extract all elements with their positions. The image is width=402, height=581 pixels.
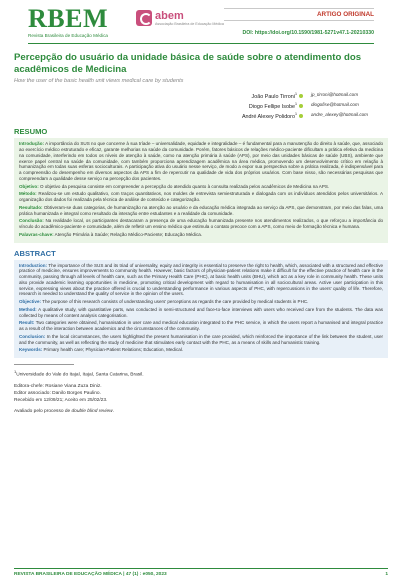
author-name bbox=[242, 102, 303, 110]
abstract-section-paragraph bbox=[19, 307, 383, 319]
section-label: Conclusion: bbox=[19, 333, 46, 339]
section-label: Result: bbox=[19, 320, 35, 326]
author-name-text: Diogo Fellipe Isobe bbox=[248, 103, 295, 110]
article-type-label: ARTIGO ORIGINAL bbox=[224, 8, 374, 21]
section-text: A qualitative study, with quantitative parts, was conducted in semi-structured and face-to-face interviews with users who received care from the students. The data was collected by means of content analysis categorisation. bbox=[19, 306, 384, 318]
orcid-icon[interactable] bbox=[299, 94, 303, 98]
resumo-intro-label: Introdução: bbox=[19, 141, 45, 147]
resumo-block bbox=[14, 138, 388, 242]
resumo-sections bbox=[19, 184, 383, 230]
section-label: Method: bbox=[19, 306, 37, 312]
review-type: double blind review bbox=[71, 408, 113, 414]
resumo-heading: RESUMO bbox=[14, 127, 48, 137]
journal-wordmark: RBEM bbox=[28, 4, 108, 33]
dates-note: Recebido em 12/09/21; Aceito em 25/02/23. bbox=[14, 397, 108, 403]
abstract-section-paragraph bbox=[19, 184, 383, 190]
resumo-keywords bbox=[19, 232, 383, 238]
affiliation-marker: 1 bbox=[14, 369, 17, 375]
abstract-section-paragraph bbox=[19, 334, 383, 346]
author-name-text: André Alexey Polidoro bbox=[241, 113, 295, 120]
section-text: Two categories were obtained, humanisation in user care and medical education integrated to the PHC service, in which the users report a humanised and integral practice as a result of the interaction between academics and the circumstances of the community. bbox=[19, 320, 383, 332]
section-text: Realizou-se um estudo qualitativo, com traços quantitativos, nos moldes de entrevista semiestruturada e dialogada com os indivíduos atendidos pelos universitários. A organização dos dados foi realizada pela técnica de análise de conteúdo e categorização. bbox=[19, 191, 383, 203]
journal-logo bbox=[28, 6, 108, 38]
abem-logo-icon bbox=[136, 10, 152, 26]
author-affiliation-marker: 1 bbox=[294, 92, 297, 96]
author-list bbox=[14, 92, 368, 119]
abstract-section-paragraph bbox=[19, 191, 383, 203]
abem-full-name: Associação Brasileira de Educação Médica bbox=[155, 21, 224, 26]
section-text: The purpose of this research consists of understanding users' perceptions as regards the care provided by medical students in PHC. bbox=[42, 299, 309, 305]
author-affiliation-marker: 1 bbox=[294, 101, 297, 106]
review-prefix: Avaliado pelo processo de bbox=[14, 408, 72, 414]
abstract-section-paragraph bbox=[19, 299, 383, 305]
author-email-link[interactable]: jp_tirroni@hotmail.com bbox=[310, 92, 359, 97]
review-suffix: . bbox=[112, 408, 114, 414]
author-name-text: João Paulo Tirroni bbox=[251, 93, 295, 100]
author-affiliation-marker: 1 bbox=[294, 111, 297, 116]
doi-link[interactable]: DOI: https://doi.org/10.1590/1981-5271v47.1-20210330 bbox=[242, 30, 374, 36]
abstract-intro-label: Introduction: bbox=[19, 262, 48, 268]
abstract-keywords bbox=[19, 347, 383, 353]
section-label: Objective: bbox=[19, 299, 41, 305]
page-footer bbox=[14, 568, 388, 577]
footer-journal-citation: REVISTA BRASILEIRA DE EDUCAÇÃO MÉDICA | 47 (1) : e050, 2023 bbox=[14, 572, 167, 577]
section-text: In the local circumstances, the users highlighted the present humanisation in the care provided, which reinforced the importance of the link between the student, user and the community, as well as reflecting the study of medicine that stimulates early contact with the PHC, as a means of skills and humanistic training. bbox=[19, 333, 384, 345]
affiliation-note bbox=[14, 368, 388, 379]
section-label: Método: bbox=[19, 191, 37, 197]
journal-full-name: Revista Brasileira de Educação Médica bbox=[28, 33, 108, 38]
abem-logo bbox=[136, 10, 224, 26]
section-label: Conclusão: bbox=[19, 218, 44, 224]
orcid-icon[interactable] bbox=[299, 114, 303, 118]
abstract-intro-text: The importance of the SUS and its triad of universality, equity and integrity is essential to preserve the right to health, which, associated with a structured and effective practice of medicine, ensures improvements to community health. However, basic factors of physician-patient relations make it difficult for the effective practice of health care in the community, passing through all levels of health care, such as the Primary Health Care (PHC), at basic health units (BHU), which act as a key role in community health. These units also provide academic learning opportunities in medicine, promoting critical development with regard to humanisation in all sociocultural areas. Active user participation in this service, expressing views about the practice offered is crucial to understanding performance in various aspects of PHC, with repercussions in the users' quality of life. Therefore, research is needed to understand the quality of service in the opinion of the users. bbox=[19, 262, 383, 297]
abstract-block bbox=[14, 260, 388, 359]
resumo-keywords-label: Palavras-chave: bbox=[19, 231, 54, 237]
author-email-link[interactable]: andre_alexey@hotmail.com bbox=[310, 111, 368, 117]
review-note bbox=[14, 408, 388, 415]
abstract-section-paragraph bbox=[19, 205, 383, 217]
page-number: 1 bbox=[385, 572, 388, 577]
abstract-section-paragraph bbox=[19, 320, 383, 332]
abstract-keywords-text: Primary health care; Physician-Patient Relations; Education, Medical. bbox=[43, 347, 184, 353]
author-email-link[interactable]: diogofise@hotmail.com bbox=[310, 101, 359, 107]
journal-header bbox=[14, 0, 388, 52]
section-label: Objetivo: bbox=[19, 183, 39, 189]
author-name bbox=[242, 112, 303, 120]
abstract-section-paragraph bbox=[19, 218, 383, 230]
section-label: Resultado: bbox=[19, 204, 43, 210]
abstract-keywords-label: Keywords: bbox=[19, 347, 43, 353]
footnote-divider bbox=[14, 364, 74, 365]
section-text: Obtiveram-se duas categorias, de humanização na atenção ao usuário e da educação médica integrada ao serviço da APS, que demonstram, por meio das falas, uma prática humanizada e integral como resultado da interação entre estudantes e a realidade da comunidade. bbox=[19, 204, 383, 216]
section-text: O objetivo da pesquisa consiste em compreender a percepção do atendido quanto à consulta realizada pelos acadêmicos de Medicina na APS. bbox=[39, 183, 330, 189]
section-text: Na realidade local, os participantes destacaram a presença de uma educação humanizada presente nos atendimentos realizados, o que reforçou a importância do vínculo do acadêmico-paciente e comunidade, além de refletir um ensino médico que estimula o contato precoce com a APS, como meio de formação técnica e humana. bbox=[19, 218, 384, 230]
article-title: Percepção do usuário da unidade básica de saúde sobre o atendimento dos acadêmicos de Medicina bbox=[14, 52, 362, 75]
header-divider bbox=[28, 43, 374, 44]
abem-wordmark: abem bbox=[155, 9, 184, 22]
resumo-intro-text: A importância do SUS no que concerne à sua tríade – universalidade, equidade e integralidade – é fundamental para a manutenção do direito à saúde, que, associado ao exercício médico estruturado e eficaz, garante melhorias na saúde da comunidade. Porém, fatores básicos de relações médico-paciente dificultam a prática efetiva da medicina na comunidade, interferindo em todos os níveis de atenção à saúde, como na atenção primária à saúde (APS), por meio das unidades básicas de saúde (UBS), ambiente que exerce papel central na saúde da comunidade, com também proporciona aprendizagem acadêmica na área médica, promovendo um desenvolvimento crítico em relação à humanização em todas suas esferas socioculturais. A participação ativa do usuário nesse serviço, de modo a expor sua perspectiva sobre a prática realizada, é indispensável para a compreensão do desempenho em diversos aspectos da APS a fim de repercutir na qualidade de vida dos próprios usuários. Com base nisso, são necessárias pesquisas que compreendam a qualidade desse serviço na percepção dos pacientes. bbox=[19, 141, 384, 181]
editor-chief-note: Editora-chefe: Rosiane Viana Zuza Diniz. bbox=[14, 383, 102, 389]
author-name bbox=[242, 92, 303, 100]
resumo-intro bbox=[19, 141, 383, 181]
article-subtitle-english: How the user of the basic health unit views medical care by students bbox=[14, 78, 184, 84]
orcid-icon[interactable] bbox=[299, 104, 303, 108]
abstract-heading: ABSTRACT bbox=[14, 248, 56, 258]
abstract-sections bbox=[19, 299, 383, 345]
editor-associate-note: Editor associado: Danilo Borges Paulino. bbox=[14, 390, 101, 396]
affiliation-text: Universidade do Vale do Itajaí, Itajaí, Santa Catarina, Brasil. bbox=[16, 372, 144, 378]
abstract-intro bbox=[19, 263, 383, 298]
resumo-keywords-text: Atenção Primária à Saúde; Relação Médico-Paciente; Educação Médica. bbox=[54, 231, 203, 237]
